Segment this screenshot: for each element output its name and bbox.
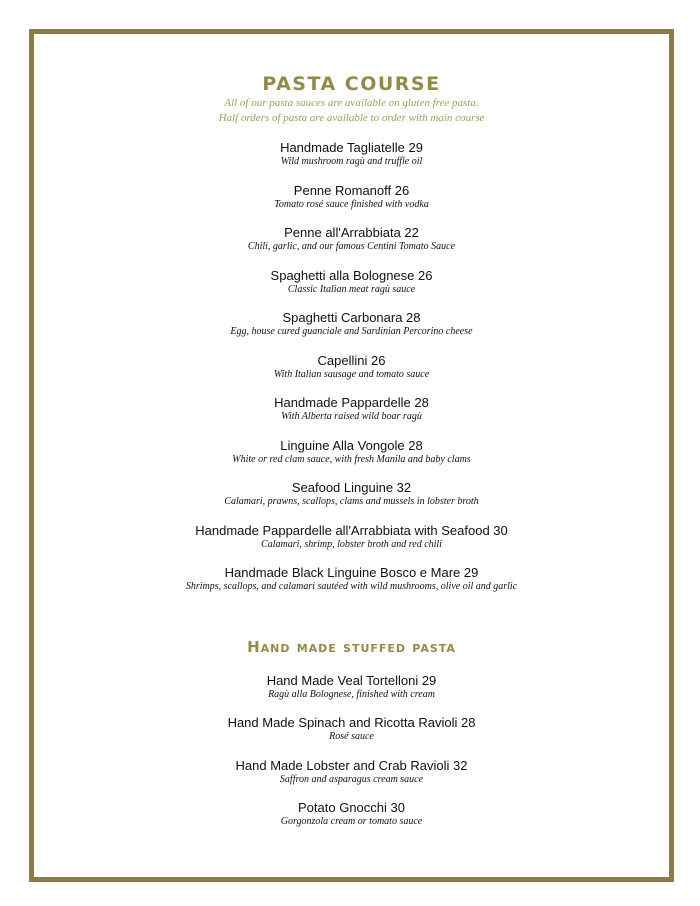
menu-item: [34, 268, 669, 311]
menu-item-description: Saffron and asparagus cream sauce: [279, 773, 424, 785]
menu-item: [34, 353, 669, 396]
menu-item-name: Hand Made Spinach and Ricotta Ravioli 28: [227, 715, 476, 730]
menu-item: [34, 225, 669, 268]
menu-item-name: Penne Romanoff 26: [293, 182, 410, 198]
menu-item-description: Gorgonzola cream or tomato sauce: [280, 816, 423, 827]
menu-item-name: Handmade Black Linguine Bosco e Mare 29: [224, 565, 479, 580]
menu-item-description: Chili, garlic, and our famous Centini Tomato Sauce: [247, 241, 456, 252]
menu-item: [34, 395, 669, 438]
menu-item-name: Handmade Pappardelle 28: [274, 395, 429, 410]
half-order-note: Half orders of pasta are available to order with main course: [218, 112, 485, 124]
menu-item-description: Classic Italian meat ragù sauce: [287, 283, 416, 295]
menu-item: [34, 715, 669, 758]
menu-item: [34, 673, 669, 716]
menu-item-name: Handmade Tagliatelle 29: [280, 140, 423, 155]
menu-item-description: Wild mushroom ragù and truffle oil: [280, 156, 423, 167]
menu-item-description: Rosé sauce: [329, 731, 374, 742]
menu-item-name: Spaghetti Carbonara 28: [282, 310, 421, 325]
menu-item-description: Tomato rosé sauce finished with vodka: [274, 198, 429, 210]
stuffed-pasta-section: [34, 638, 669, 843]
menu-item-description: Ragù alla Bolognese, finished with cream: [268, 688, 435, 700]
menu-item: [34, 140, 669, 183]
menu-item-name: Seafood Linguine 32: [291, 480, 412, 495]
menu-item-description: Calamari, prawns, scallops, clams and mussels in lobster broth: [224, 496, 479, 507]
menu-item-description: Shrimps, scallops, and calamari sautéed with wild mushrooms, olive oil and garlic: [185, 581, 518, 592]
menu-item-description: Calamari, shrimp, lobster broth and red chili: [261, 538, 442, 550]
menu-item: [34, 310, 669, 353]
pasta-course-section: [34, 73, 669, 608]
pasta-course-list: [34, 140, 669, 608]
menu-item: [34, 523, 669, 566]
menu-item-description: With Alberta raised wild boar ragù: [281, 411, 422, 422]
menu-item: [34, 438, 669, 481]
menu-item-name: Hand Made Veal Tortelloni 29: [266, 672, 437, 688]
menu-item-description: Egg, house cured guanciale and Sardinian Percorino cheese: [230, 326, 473, 337]
menu-item: [34, 758, 669, 801]
menu-item-name: Spaghetti alla Bolognese 26: [270, 267, 433, 283]
menu-item: [34, 183, 669, 226]
menu-item-description: With Italian sausage and tomato sauce: [273, 368, 430, 380]
menu-page: [34, 34, 669, 843]
pasta-course-title: PASTA COURSE: [262, 73, 441, 95]
menu-item-name: Hand Made Lobster and Crab Ravioli 32: [235, 757, 468, 773]
stuffed-pasta-title: Hand made stuffed pasta: [247, 637, 456, 656]
menu-item-name: Handmade Pappardelle all'Arrabbiata with Seafood 30: [195, 522, 508, 538]
stuffed-pasta-list: [34, 673, 669, 843]
menu-item: [34, 480, 669, 523]
menu-item-name: Potato Gnocchi 30: [298, 800, 405, 815]
gluten-free-note: All of our pasta sauces are available on gluten free pasta.: [224, 97, 479, 109]
pasta-course-notes: [34, 96, 669, 126]
menu-item: [34, 565, 669, 608]
menu-item-name: Linguine Alla Vongole 28: [280, 437, 423, 453]
menu-item: [34, 800, 669, 843]
menu-item-name: Capellini 26: [317, 352, 386, 368]
menu-item-name: Penne all'Arrabbiata 22: [284, 225, 419, 240]
menu-item-description: White or red clam sauce, with fresh Manila and baby clams: [232, 453, 471, 465]
